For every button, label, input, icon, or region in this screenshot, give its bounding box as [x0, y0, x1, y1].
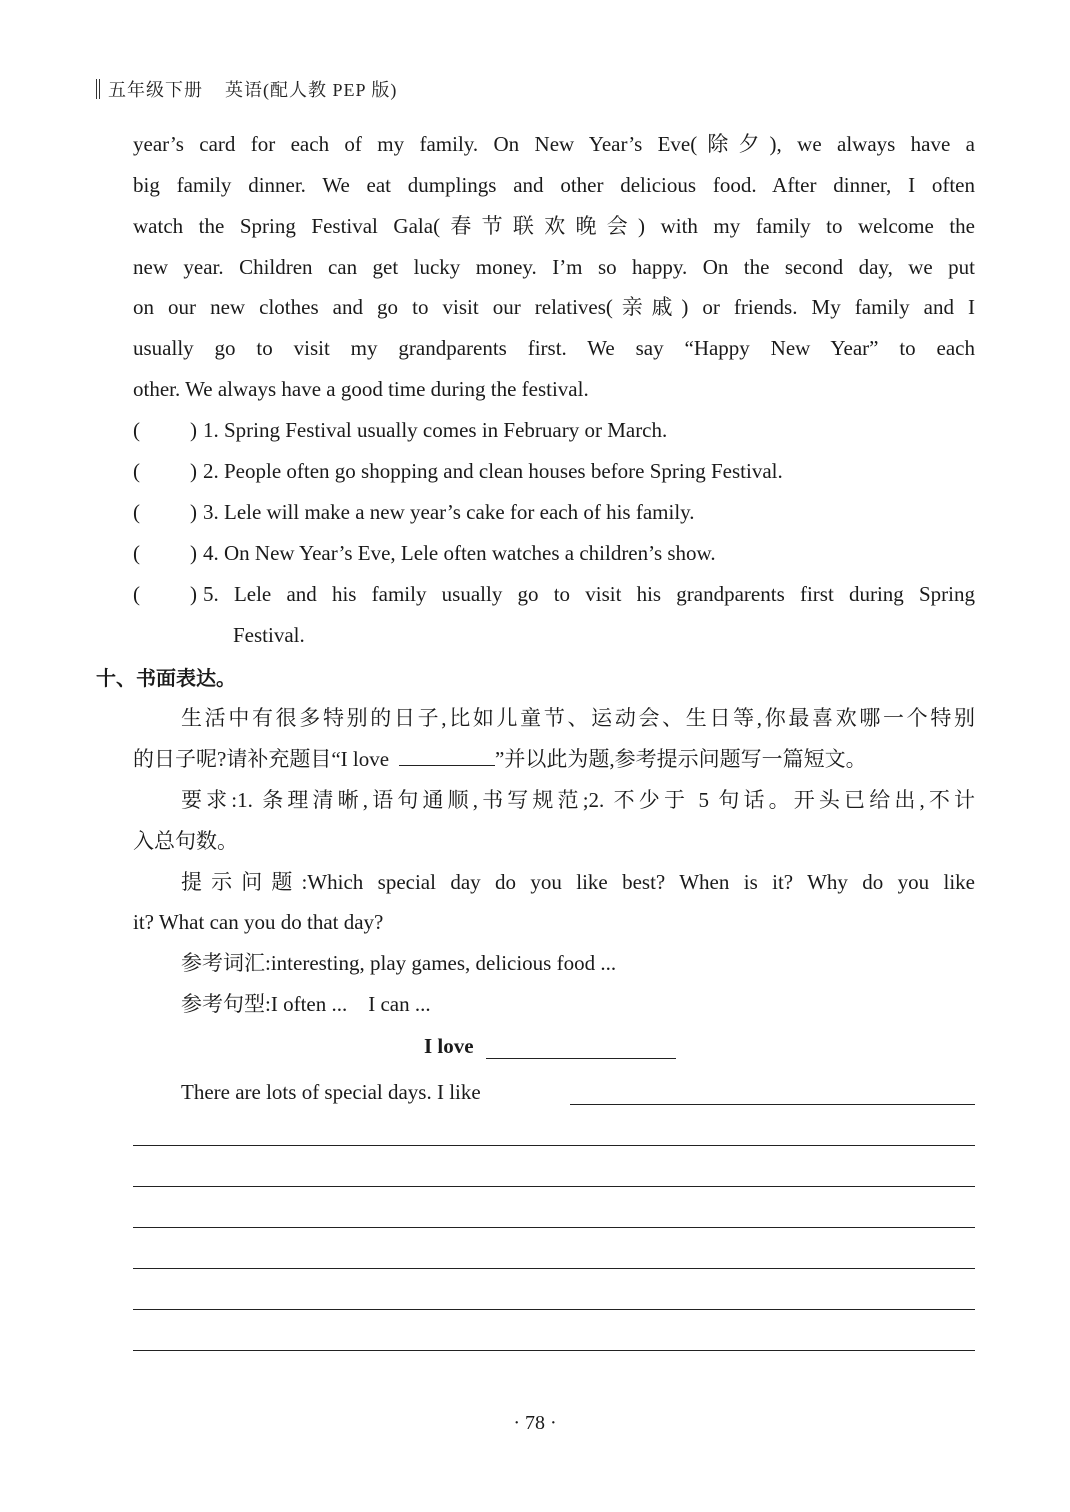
section-title: 十、书面表达。 — [96, 666, 236, 690]
answer-blank[interactable]: ( ) — [133, 582, 197, 606]
requirement-line: 要求:1. 条理清晰,语句通顺,书写规范;2. 不少于 5 句话。开头已给出,不计 — [181, 788, 975, 812]
hint-line: it? What can you do that day? — [133, 910, 384, 934]
writing-line[interactable] — [133, 1186, 975, 1187]
essay-opening: There are lots of special days. I like — [181, 1080, 481, 1104]
question-1 — [133, 416, 667, 444]
essay-title-blank[interactable] — [486, 1034, 676, 1059]
question-text: 4. On New Year’s Eve, Lele often watches a children’s show. — [203, 541, 716, 565]
passage-line: other. We always have a good time during the festival. — [133, 377, 589, 401]
question-4 — [133, 539, 716, 567]
vocab-line: 参考词汇:interesting, play games, delicious food ... — [181, 951, 617, 975]
header-subject: 英语(配人教 PEP 版) — [225, 80, 398, 100]
title-fill-blank[interactable] — [399, 745, 495, 766]
question-text: 3. Lele will make a new year’s cake for each of his family. — [203, 500, 695, 524]
answer-blank[interactable]: ( ) — [133, 418, 197, 442]
writing-line[interactable] — [133, 1350, 975, 1351]
question-text: 1. Spring Festival usually comes in February or March. — [203, 418, 668, 442]
passage-line: new year. Children can get lucky money. I’m so happy. On the second day, we put — [133, 255, 975, 279]
writing-line[interactable] — [133, 1268, 975, 1269]
question-text: 5. Lele and his family usually go to visit his grandparents first during Spring — [203, 582, 975, 606]
writing-line[interactable] — [133, 1145, 975, 1146]
intro-line: 生活中有很多特别的日子,比如儿童节、运动会、生日等,你最喜欢哪一个特别 — [181, 706, 975, 730]
hint-line: 提示问题:Which special day do you like best? When is it? Why do you like — [181, 870, 975, 894]
passage-line: year’s card for each of my family. On New Year’s Eve(除夕), we always have a — [133, 132, 975, 156]
essay-title: I love — [424, 1034, 676, 1059]
question-text-continued: Festival. — [233, 623, 305, 647]
pattern-line: 参考句型:I often ... I can ... — [181, 992, 431, 1016]
passage-line: usually go to visit my grandparents first. We say “Happy New Year” to each — [133, 336, 975, 360]
passage-line: on our new clothes and go to visit our relatives(亲戚) or friends. My family and I — [133, 295, 975, 319]
question-text: 2. People often go shopping and clean houses before Spring Festival. — [203, 459, 783, 483]
page-number: · 78 · — [513, 1412, 557, 1434]
question-3 — [133, 498, 695, 526]
answer-blank[interactable]: ( ) — [133, 500, 197, 524]
passage-line: big family dinner. We eat dumplings and other delicious food. After dinner, I often — [133, 173, 975, 197]
writing-line[interactable] — [133, 1227, 975, 1228]
answer-blank[interactable]: ( ) — [133, 459, 197, 483]
header-grade: 五年级下册 — [108, 80, 203, 100]
passage-line: watch the Spring Festival Gala(春节联欢晚会) with my family to welcome the — [133, 214, 975, 238]
page-header — [96, 76, 397, 102]
answer-blank[interactable]: ( ) — [133, 541, 197, 565]
writing-line[interactable] — [570, 1104, 975, 1105]
requirement-line: 入总句数。 — [133, 829, 238, 853]
header-bar-icon — [96, 79, 100, 99]
question-5 — [133, 580, 975, 608]
intro-line: 的日子呢?请补充题目“I love ”并以此为题,参考提示问题写一篇短文。 — [133, 747, 867, 771]
writing-line[interactable] — [133, 1309, 975, 1310]
question-2 — [133, 457, 783, 485]
